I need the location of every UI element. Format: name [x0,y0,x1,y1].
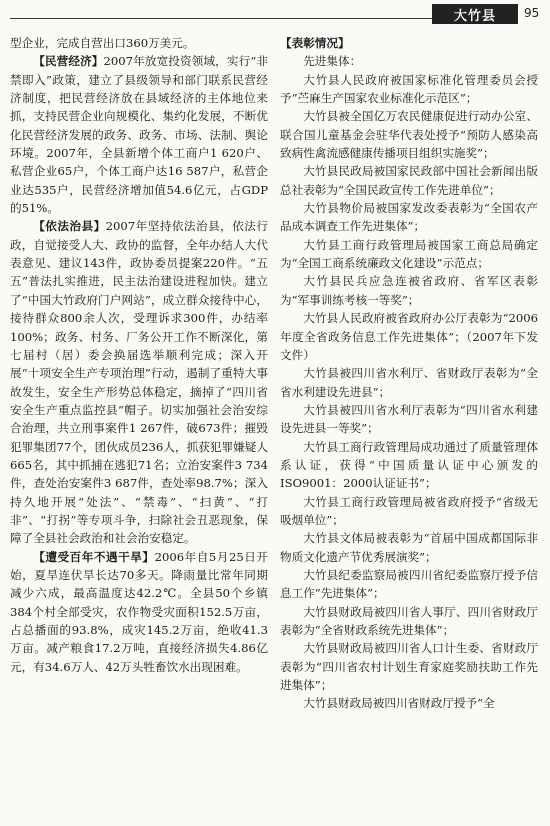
paragraph-text: 2006年自5月25日开始，夏旱连伏旱长达70多天。降雨量比常年同期减少六成，最高温度达42.2℃。全县50个乡镇384个村全部受灾，农作物受灾面积152.5万亩，占总播面的93.8%，成灾145.2万亩，绝收41.3万亩。减产粮食17.2万吨，直接经济损失4.86亿元，有34.6万人、42万头牲畜饮水出现困难。 [10,549,268,674]
right-column-paragraph [280,272,538,309]
paragraph-text: 大竹县被四川省水利厅、省财政厅表彰为“全省水利建设先进县”； [280,366,538,399]
right-column-paragraph [280,34,538,52]
county-title: 大竹县 [432,4,518,24]
paragraph-text: 大竹县工商行政管理局被省政府授予“省级无吸烟单位”； [280,494,538,527]
paragraph-text: 大竹县工商行政管理局成功通过了质量管理体系认证，获得“中国质量认证中心颁发的ISO9001：2000认证证书”； [280,439,538,491]
paragraph-text: 大竹县财政局被四川省人口计生委、省财政厅表彰为“四川省农村计划生育家庭奖励扶助工作先进集体”； [280,641,538,693]
right-column-paragraph [280,309,538,364]
right-column-paragraph [280,438,538,493]
left-column-paragraph [10,34,268,52]
paragraph-text: 大竹县被全国亿万农民健康促进行动办公室、联合国儿童基金会驻华代表处授予“预防人感染高致病性禽流感健康传播项目组织实施奖”； [280,109,538,161]
paragraph-text: 大竹县人民政府被国家标准化管理委员会授予“苎麻生产国家农业标准化示范区”； [280,72,538,106]
right-column-paragraph [280,694,538,712]
paragraph-text: 大竹县纪委监察局被四川省纪委监察厅授予信息工作“先进集体”； [280,567,538,601]
left-column-paragraph [10,52,268,217]
header-rule [10,18,495,19]
paragraph-text: 大竹县财政局被四川省人事厅、四川省财政厅表彰为“全省财政系统先进集体”； [280,604,538,637]
running-header [0,0,550,28]
right-column [280,34,538,713]
paragraph-text: 2007年坚持依法治县，依法行政，自觉接受人大、政协的监督，全年办结人大代表意见、建议143件，政协委员提案220件。“五五”普法扎实推进，民主法治建设进程加快。建立了“中国大竹政府门户网站”，成立群众接待中心，接待群众800余人次，受理诉求300件，办结率100%；政务、村务、厂务公开工作不断深化，第七届村（居）委会换届选举顺利完成；深入开展“十项安全生产专项治理”行动，遏制了重特大事故发生，安全生产形势总体稳定，摘掉了“四川省安全生产重点监控县”帽子。切实加强社会治安综合治理，共立刑事案件1 267件，破673件；摧毁犯罪集团77个，团伙成员236人，抓获犯罪嫌疑人665名，其中抓捕在逃犯71名；立治安案件3 734件，查处治安案件3 687件，查处率98.7%；深入持久地开展“处法”、“禁毒”、“扫黄”、“打非”、“打拐”等专项斗争，扫除社会丑恶现象，保障了全县社会政治和社会治安稳定。 [10,219,268,546]
paragraph-text: 大竹县民兵应急连被省政府、省军区表彰为“军事训练考核一等奖”； [280,274,538,307]
paragraph-text: 大竹县工商行政管理局被国家工商总局确定为“全国工商系统廉政文化建设”示范点； [280,237,538,271]
left-column [10,34,268,676]
right-column-paragraph [280,236,538,273]
right-column-paragraph [280,199,538,236]
right-column-paragraph [280,566,538,603]
paragraph-text: 大竹县民政局被国家民政部中国社会新闻出版总社表彰为“全国民政宣传工作先进单位”； [280,164,538,197]
right-column-paragraph [280,107,538,162]
right-column-paragraph [280,603,538,640]
section-heading: 【依法治县】 [33,219,106,234]
paragraph-text: 大竹县被四川省水利厅表彰为“四川省水利建设先进县一等奖”； [280,402,538,436]
right-column-paragraph [280,364,538,401]
right-column-paragraph [280,401,538,438]
right-column-paragraph [280,52,538,70]
right-column-paragraph [280,162,538,199]
section-heading: 【民营经济】 [33,54,104,69]
section-heading: 【遭受百年不遇干旱】 [33,549,155,564]
paragraph-text: 大竹县文体局被表彰为“首届中国成都国际非物质文化遗产节优秀展演奖”； [280,531,538,564]
paragraph-text: 大竹县人民政府被省政府办公厅表彰为“2006年度全省政务信息工作先进集体”；（2007年下发文件） [280,311,538,362]
paragraph-text: 2007年放宽投资领域，实行“非禁即入”政策，建立了县级领导和部门联系民营经济制度，把民营经济放在县域经济的主体地位来抓，支持民营企业向规模化、集约化发展，不断优化民营经济发展的政务、政务、市场、法制、舆论环境。2007年，全县新增个体工商户1 620户、私营企业65户，个体工商户达16 587户，私营企业达535户，民营经济增加值54.6亿元，占GDP的51%。 [10,54,268,216]
paragraph-text: 型企业，完成自营出口360万美元。 [10,36,195,50]
right-column-paragraph [280,71,538,108]
right-column-paragraph [280,639,538,694]
left-column-paragraph [10,217,268,547]
paragraph-text: 先进集体： [303,54,362,69]
left-column-paragraph [10,548,268,676]
right-column-paragraph [280,529,538,566]
right-column-paragraph [280,493,538,530]
page-number: 95 [524,6,540,20]
section-heading: 【表彰情况】 [280,36,350,50]
paragraph-text: 大竹县物价局被国家发改委表彰为“全国农产品成本调查工作先进集体”； [280,201,538,234]
paragraph-text: 大竹县财政局被四川省财政厅授予“全 [303,696,495,711]
